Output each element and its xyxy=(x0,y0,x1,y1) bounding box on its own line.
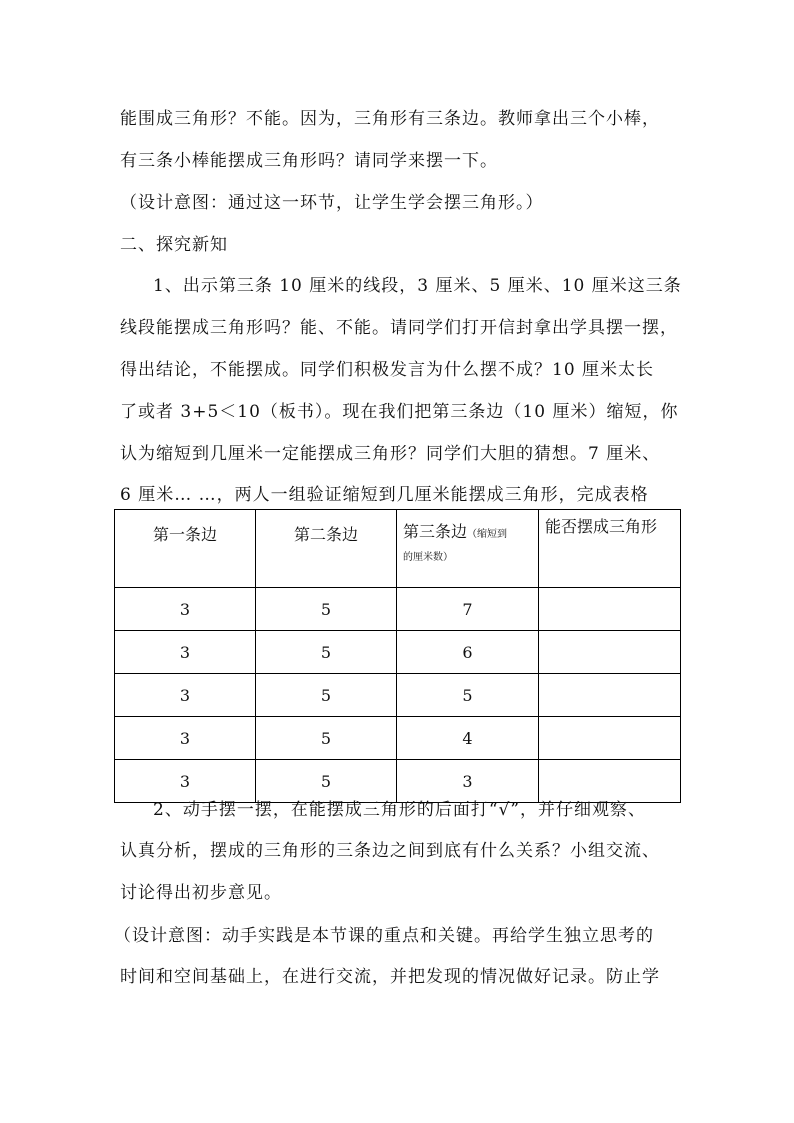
table-cell: 3 xyxy=(115,760,256,803)
header-cell-note: （缩短到 xyxy=(467,529,508,540)
table-cell: 5 xyxy=(256,760,397,803)
design-intent-note: （设计意图：通过这一环节，让学生学会摆三角形。） xyxy=(120,193,544,213)
table-cell: 5 xyxy=(397,674,539,717)
paragraph-line: 认为缩短到几厘米一定能摆成三角形？同学们大胆的猜想。7 厘米、 xyxy=(120,444,661,464)
paragraph-line: 得出结论，不能摆成。同学们积极发言为什么摆不成？10 厘米太长 xyxy=(120,360,655,380)
table-row xyxy=(115,588,681,631)
table-cell xyxy=(539,674,681,717)
paragraph-line: 6 厘米… …，两人一组验证缩短到几厘米能摆成三角形，完成表格 xyxy=(120,485,649,505)
table-cell: 3 xyxy=(115,588,256,631)
paragraph-line: 认真分析，摆成的三角形的三条边之间到底有什么关系？小组交流、 xyxy=(120,841,660,861)
paragraph-line: 有三条小棒能摆成三角形吗？请同学来摆一下。 xyxy=(120,151,498,171)
table-header-row xyxy=(115,510,681,588)
header-cell: 第二条边 xyxy=(256,510,397,588)
table-cell: 4 xyxy=(397,717,539,760)
paragraph-line: 1、出示第三条 10 厘米的线段，3 厘米、5 厘米、10 厘米这三条 xyxy=(153,276,682,296)
table-cell xyxy=(539,760,681,803)
table-row xyxy=(115,717,681,760)
paragraph-line: 了或者 3+5＜10（板书）。现在我们把第三条边（10 厘米）缩短，你 xyxy=(120,402,679,422)
table-cell xyxy=(539,631,681,674)
header-cell-label: 第三条边 xyxy=(403,522,468,541)
table-cell xyxy=(539,588,681,631)
table-row xyxy=(115,674,681,717)
table-row xyxy=(115,760,681,803)
section-heading: 二、探究新知 xyxy=(120,235,228,255)
table-cell: 3 xyxy=(115,674,256,717)
header-cell xyxy=(397,510,539,588)
triangle-sides-table xyxy=(114,509,681,803)
table-cell: 3 xyxy=(115,717,256,760)
header-cell: 第一条边 xyxy=(115,510,256,588)
table-cell: 6 xyxy=(397,631,539,674)
header-cell-note: 的厘米数） xyxy=(403,552,453,563)
paragraph-line: 2、动手摆一摆，在能摆成三角形的后面打“√”，并仔细观察、 xyxy=(153,800,647,820)
table-cell xyxy=(539,717,681,760)
paragraph-line: 能围成三角形？不能。因为，三角形有三条边。教师拿出三个小棒， xyxy=(120,109,660,129)
table-cell: 3 xyxy=(397,760,539,803)
table-cell: 5 xyxy=(256,631,397,674)
paragraph-line: 讨论得出初步意见。 xyxy=(120,883,282,903)
paragraph-line: 线段能摆成三角形吗？能、不能。请同学们打开信封拿出学具摆一摆， xyxy=(120,318,678,338)
table-cell: 5 xyxy=(256,588,397,631)
table-cell: 7 xyxy=(397,588,539,631)
table-cell: 5 xyxy=(256,674,397,717)
paragraph-line: 时间和空间基础上，在进行交流，并把发现的情况做好记录。防止学 xyxy=(120,967,660,987)
design-intent-note: （设计意图：动手实践是本节课的重点和关键。再给学生独立思考的 xyxy=(114,926,654,946)
table-cell: 3 xyxy=(115,631,256,674)
table-row xyxy=(115,631,681,674)
header-cell: 能否摆成三角形 xyxy=(539,510,681,588)
table-cell: 5 xyxy=(256,717,397,760)
